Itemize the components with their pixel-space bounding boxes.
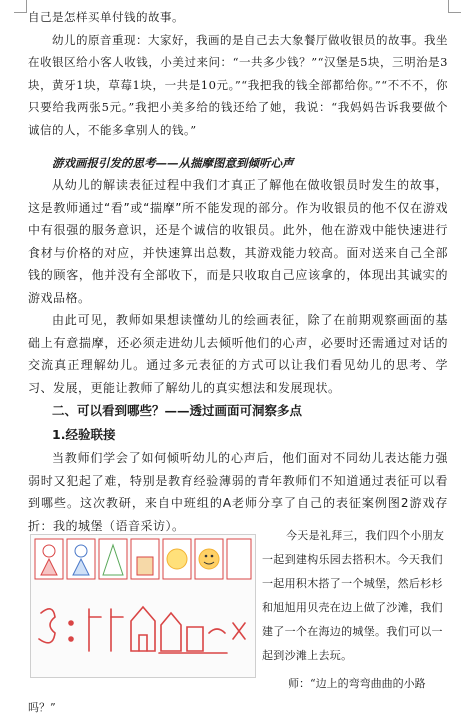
- section-heading: 游戏画报引发的思考——从揣摩图意到倾听心声: [52, 156, 294, 170]
- child-drawing-figure: [30, 534, 256, 678]
- text-block-mid: [28, 152, 448, 537]
- page-corner-mark: [14, 0, 27, 13]
- section-heading: 二、可以看到哪些？——透过画面可洞察多点: [52, 403, 303, 418]
- final-lines: [28, 672, 448, 720]
- teacher-line: 师：“边上的弯弯曲曲的小路: [288, 677, 426, 690]
- drawing-bottom-row: [39, 607, 245, 653]
- paragraph: 自己是怎样买单付钱的故事。: [28, 10, 184, 24]
- text-block-top: [28, 6, 448, 141]
- closing-line: 吗？”: [28, 701, 56, 714]
- paragraph: 当教师们学会了如何倾听幼儿的心声后，他们面对不同幼儿表达能力强弱时又犯起了难，特别是教育经验薄弱的青年教师们不知道通过表征可以看到哪些。这次教研，来自中班组的A老师分享了自己的表征案例图2游戏存折：我的城堡（语音采访）。: [28, 451, 448, 533]
- paragraph: 从幼儿的解读表征过程中我们才真正了解他在做收银员时发生的故事，这是教师通过“看”或“揣摩”所不能发现的部分。作为收银员的他不仅在游戏中有很强的服务意识，还是个诚信的收银员。此外，他在游戏中能快速进行食材与价格的对应，并快速算出总数，其游戏能力较高。面对送来自己全部钱的顾客，他并没有全部收下，而是只收取自己应该拿的，体现出其诚实的游戏品格。: [28, 178, 448, 305]
- subsection-heading: 1.经验联接: [52, 427, 116, 442]
- page-corner-mark: [448, 0, 461, 13]
- figure-caption: 今天是礼拜三，我们四个小朋友一起到建构乐园去搭积木。今天我们一起用积木搭了一个城堡，然后杉杉和旭旭用贝壳在边上做了沙滩，我们建了一个在海边的城堡。我们可以一起到沙滩上去玩。: [262, 529, 445, 662]
- drawing-illustration: [31, 535, 255, 677]
- paragraph: 幼儿的原音重现：大家好，我画的是自己去大象餐厅做收银员的故事。我坐在收银区给小客人收钱，小美过来问：“一共多少钱？”“汉堡是5块，三明治是3块，黄牙1块，草莓1块，一共是10元。”“我把我的钱全部都给你。”“不不不，你只要给我两张5元。”我把小美多给的钱还给了她，我说：“我妈妈告诉我要做个诚信的人，不能多拿别人的钱。”: [28, 32, 448, 137]
- paragraph: 由此可见，教师如果想读懂幼儿的绘画表征，除了在前期观察画面的基础上有意揣摩，还必须走进幼儿去倾听他们的心声，必要时还需通过对话的交流真正理解幼儿。通过多元表征的方式可以让我们看见幼儿的思考、学习、发展，更能让教师了解幼儿的真实想法和发展现状。: [28, 313, 448, 395]
- drawing-top-row: [35, 539, 251, 579]
